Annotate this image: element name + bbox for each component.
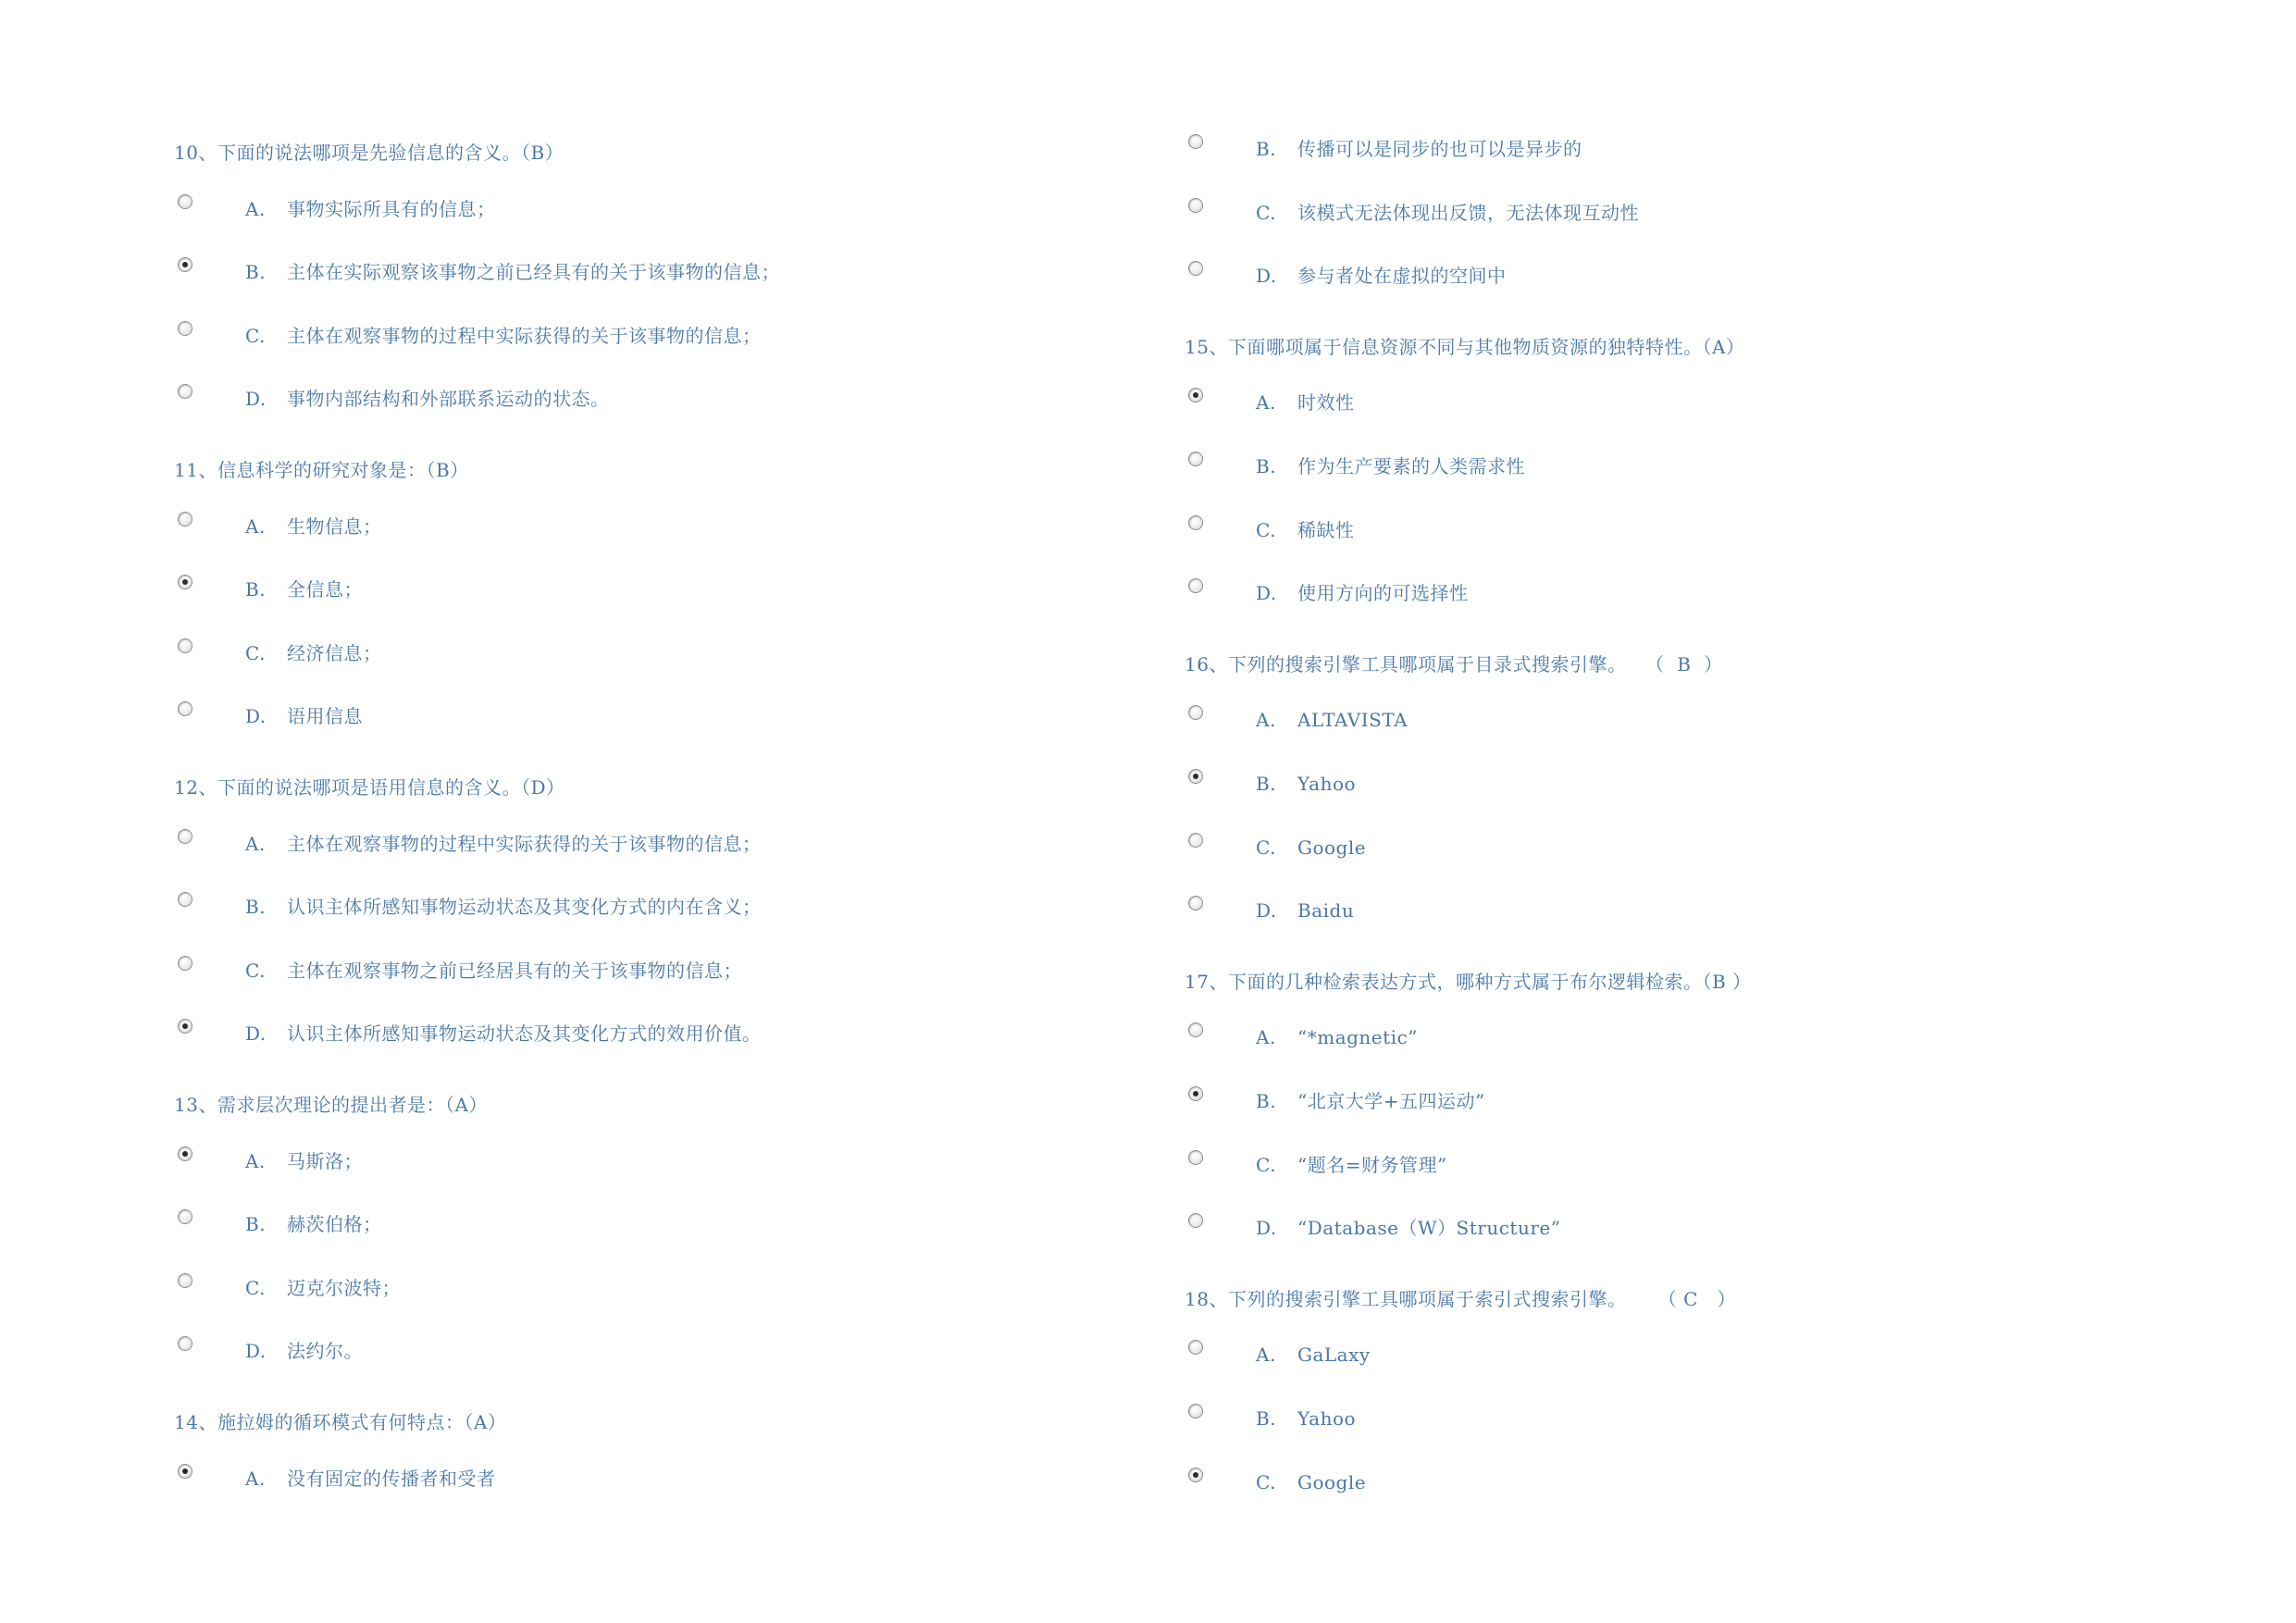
option-text: 传播可以是同步的也可以是异步的 bbox=[1297, 138, 1582, 160]
option-text: Yahoo bbox=[1297, 1407, 1357, 1430]
radio-unchecked-icon[interactable] bbox=[178, 512, 192, 527]
option-letter: B. bbox=[1256, 138, 1277, 160]
option-letter: D. bbox=[245, 1022, 267, 1046]
option-label bbox=[245, 1150, 363, 1172]
option-text: 主体在观察事物的过程中实际获得的关于该事物的信息； bbox=[287, 832, 762, 855]
radio-unchecked-icon[interactable] bbox=[1188, 452, 1203, 466]
answer-option[interactable] bbox=[1185, 1404, 2110, 1431]
option-label bbox=[245, 1022, 762, 1045]
radio-checked-icon[interactable] bbox=[178, 1146, 192, 1161]
answer-option[interactable] bbox=[1185, 452, 2110, 479]
option-letter: D. bbox=[245, 388, 267, 411]
option-label bbox=[245, 325, 762, 347]
option-text: 使用方向的可选择性 bbox=[1297, 582, 1469, 605]
option-text: 没有固定的传播者和受者 bbox=[287, 1467, 496, 1490]
answer-option[interactable] bbox=[1185, 1340, 2110, 1368]
option-letter: D. bbox=[245, 705, 267, 728]
question-text: 12、下面的说法哪项是语用信息的含义。（D） bbox=[174, 776, 565, 799]
option-label bbox=[1256, 773, 1356, 795]
option-letter: C. bbox=[245, 324, 266, 347]
option-label bbox=[1256, 1407, 1356, 1430]
option-label bbox=[1256, 265, 1507, 287]
option-label bbox=[1256, 202, 1639, 224]
option-text: 法约尔。 bbox=[287, 1340, 363, 1363]
radio-unchecked-icon[interactable] bbox=[1188, 578, 1203, 593]
option-letter: A. bbox=[1256, 1344, 1276, 1367]
question-text: 14、施拉姆的循环模式有何特点：（A） bbox=[174, 1411, 507, 1433]
radio-unchecked-icon[interactable] bbox=[1188, 261, 1203, 276]
option-label bbox=[1256, 391, 1355, 414]
option-label bbox=[245, 388, 610, 410]
option-text: Google bbox=[1297, 1470, 1367, 1493]
answer-option[interactable] bbox=[1185, 515, 2110, 543]
answer-option[interactable] bbox=[1185, 1086, 2110, 1114]
option-text: “北京大学+五四运动” bbox=[1297, 1090, 1485, 1112]
option-letter: D. bbox=[1256, 582, 1277, 605]
radio-unchecked-icon[interactable] bbox=[178, 956, 192, 971]
question-text: 11、信息科学的研究对象是：（B） bbox=[174, 459, 469, 481]
option-letter: B. bbox=[1256, 773, 1277, 795]
radio-unchecked-icon[interactable] bbox=[178, 384, 192, 399]
option-letter: D. bbox=[245, 1340, 267, 1363]
radio-unchecked-icon[interactable] bbox=[178, 829, 192, 844]
answer-option[interactable] bbox=[1185, 198, 2110, 226]
option-text: 全信息； bbox=[287, 578, 363, 601]
option-text: 语用信息 bbox=[287, 705, 363, 728]
answer-option[interactable] bbox=[1185, 896, 2110, 923]
option-text: Google bbox=[1297, 836, 1367, 859]
option-label bbox=[1256, 1471, 1366, 1493]
answer-option[interactable] bbox=[1185, 705, 2110, 733]
option-text: 时效性 bbox=[1297, 391, 1355, 415]
radio-checked-icon[interactable] bbox=[178, 1019, 192, 1034]
radio-checked-icon[interactable] bbox=[178, 575, 192, 589]
option-label bbox=[245, 896, 762, 918]
option-label bbox=[245, 261, 780, 283]
answer-option[interactable] bbox=[174, 384, 1099, 412]
radio-unchecked-icon[interactable] bbox=[1188, 833, 1203, 848]
answer-option[interactable] bbox=[174, 1019, 1099, 1047]
option-label bbox=[1256, 1090, 1485, 1112]
answer-option[interactable] bbox=[1185, 134, 2110, 162]
radio-unchecked-icon[interactable] bbox=[1188, 1150, 1203, 1165]
option-letter: C. bbox=[245, 959, 266, 982]
radio-unchecked-icon[interactable] bbox=[178, 701, 192, 716]
radio-unchecked-icon[interactable] bbox=[1188, 1213, 1203, 1228]
option-label bbox=[245, 1213, 382, 1235]
option-letter: C. bbox=[1256, 201, 1276, 224]
option-label bbox=[1256, 709, 1408, 731]
option-letter: A. bbox=[245, 1149, 266, 1172]
option-label bbox=[1256, 1154, 1447, 1176]
option-letter: C. bbox=[1256, 1153, 1276, 1176]
answer-option[interactable] bbox=[174, 638, 1099, 666]
radio-unchecked-icon[interactable] bbox=[1188, 515, 1203, 530]
option-text: 该模式无法体现出反馈，无法体现互动性 bbox=[1297, 201, 1639, 224]
question-text: 16、下列的搜索引擎工具哪项属于目录式搜索引擎。 （ B ） bbox=[1185, 652, 1723, 675]
option-label bbox=[245, 705, 363, 727]
option-text: “题名=财务管理” bbox=[1297, 1153, 1447, 1176]
radio-unchecked-icon[interactable] bbox=[178, 194, 192, 209]
option-label bbox=[245, 578, 363, 601]
option-label bbox=[1256, 1217, 1560, 1239]
option-label bbox=[245, 833, 762, 855]
option-text: GaLaxy bbox=[1297, 1344, 1371, 1367]
option-label bbox=[1256, 138, 1582, 160]
answer-option[interactable] bbox=[174, 257, 1099, 285]
option-letter: B. bbox=[245, 578, 267, 601]
answer-option[interactable] bbox=[174, 1146, 1099, 1174]
answer-option[interactable] bbox=[1185, 1150, 2110, 1178]
answer-option[interactable] bbox=[174, 575, 1099, 602]
option-text: 马斯洛； bbox=[287, 1149, 363, 1172]
answer-option[interactable] bbox=[174, 829, 1099, 857]
answer-option[interactable] bbox=[174, 1336, 1099, 1364]
option-label bbox=[245, 515, 382, 538]
radio-unchecked-icon[interactable] bbox=[1188, 1404, 1203, 1419]
option-text: 经济信息； bbox=[287, 641, 382, 664]
answer-option[interactable] bbox=[1185, 833, 2110, 861]
option-letter: A. bbox=[1256, 391, 1276, 415]
option-letter: B. bbox=[1256, 1090, 1277, 1112]
answer-option[interactable] bbox=[174, 321, 1099, 349]
option-letter: A. bbox=[1256, 709, 1276, 732]
option-letter: A. bbox=[245, 514, 266, 538]
option-text: 事物内部结构和外部联系运动的状态。 bbox=[287, 388, 610, 411]
radio-checked-icon[interactable] bbox=[1188, 388, 1203, 403]
radio-checked-icon[interactable] bbox=[1188, 769, 1203, 784]
option-letter: A. bbox=[245, 197, 266, 220]
option-label bbox=[245, 1468, 496, 1490]
option-label bbox=[1256, 582, 1469, 604]
option-text: 认识主体所感知事物运动状态及其变化方式的效用价值。 bbox=[287, 1022, 762, 1046]
option-label bbox=[245, 1277, 401, 1299]
option-text: “*magnetic” bbox=[1297, 1026, 1418, 1049]
option-letter: B. bbox=[1256, 1407, 1277, 1430]
option-letter: C. bbox=[1256, 836, 1276, 859]
option-letter: B. bbox=[245, 896, 267, 919]
radio-unchecked-icon[interactable] bbox=[1188, 1022, 1203, 1037]
radio-unchecked-icon[interactable] bbox=[1188, 1340, 1203, 1355]
radio-unchecked-icon[interactable] bbox=[178, 321, 192, 336]
answer-option[interactable] bbox=[174, 701, 1099, 729]
option-letter: D. bbox=[1256, 1217, 1277, 1240]
option-label bbox=[245, 1340, 363, 1362]
answer-option[interactable] bbox=[174, 1273, 1099, 1301]
option-text: 作为生产要素的人类需求性 bbox=[1297, 455, 1525, 477]
option-text: 稀缺性 bbox=[1297, 518, 1355, 541]
radio-unchecked-icon[interactable] bbox=[1188, 134, 1203, 149]
question-text: 13、需求层次理论的提出者是：（A） bbox=[174, 1094, 488, 1116]
option-letter: C. bbox=[245, 641, 266, 664]
option-label bbox=[245, 198, 496, 220]
option-text: ALTAVISTA bbox=[1297, 709, 1409, 732]
option-letter: D. bbox=[1256, 265, 1277, 288]
answer-option[interactable] bbox=[174, 1209, 1099, 1237]
option-text: 主体在观察事物的过程中实际获得的关于该事物的信息； bbox=[287, 324, 762, 347]
answer-option[interactable] bbox=[1185, 388, 2110, 415]
radio-checked-icon[interactable] bbox=[1188, 1468, 1203, 1482]
option-label bbox=[1256, 836, 1366, 859]
radio-checked-icon[interactable] bbox=[178, 1464, 192, 1479]
option-text: 赫茨伯格； bbox=[287, 1213, 382, 1236]
option-letter: A. bbox=[1256, 1026, 1276, 1049]
answer-option[interactable] bbox=[174, 892, 1099, 920]
radio-unchecked-icon[interactable] bbox=[1188, 198, 1203, 213]
question-text: 18、下列的搜索引擎工具哪项属于索引式搜索引擎。 （ C ） bbox=[1185, 1287, 1736, 1310]
radio-checked-icon[interactable] bbox=[178, 257, 192, 272]
option-letter: C. bbox=[1256, 518, 1276, 541]
option-letter: B. bbox=[1256, 455, 1277, 477]
option-text: 迈克尔波特； bbox=[287, 1276, 401, 1299]
option-letter: C. bbox=[1256, 1470, 1276, 1493]
radio-checked-icon[interactable] bbox=[1188, 1086, 1203, 1101]
answer-option[interactable] bbox=[174, 1464, 1099, 1492]
radio-unchecked-icon[interactable] bbox=[178, 638, 192, 653]
answer-option[interactable] bbox=[1185, 261, 2110, 289]
option-text: 参与者处在虚拟的空间中 bbox=[1297, 265, 1507, 288]
option-text: Baidu bbox=[1297, 899, 1355, 923]
option-label bbox=[1256, 899, 1354, 922]
option-text: Yahoo bbox=[1297, 773, 1357, 795]
radio-unchecked-icon[interactable] bbox=[1188, 896, 1203, 911]
radio-unchecked-icon[interactable] bbox=[178, 1209, 192, 1224]
answer-option[interactable] bbox=[1185, 769, 2110, 797]
option-text: 主体在观察事物之前已经居具有的关于该事物的信息； bbox=[287, 959, 742, 982]
option-letter: A. bbox=[245, 832, 266, 855]
option-letter: B. bbox=[245, 1213, 267, 1236]
answer-option[interactable] bbox=[1185, 578, 2110, 606]
option-text: 生物信息； bbox=[287, 514, 382, 538]
answer-option[interactable] bbox=[174, 512, 1099, 539]
option-letter: A. bbox=[245, 1467, 266, 1490]
option-label bbox=[245, 960, 742, 982]
option-text: “Database（W）Structure” bbox=[1297, 1217, 1561, 1240]
radio-unchecked-icon[interactable] bbox=[178, 892, 192, 907]
option-letter: C. bbox=[245, 1276, 266, 1299]
radio-unchecked-icon[interactable] bbox=[1188, 705, 1203, 720]
option-label bbox=[1256, 519, 1355, 541]
option-label bbox=[1256, 1026, 1418, 1048]
option-label bbox=[1256, 1344, 1371, 1366]
option-text: 主体在实际观察该事物之前已经具有的关于该事物的信息； bbox=[287, 261, 780, 284]
answer-option[interactable] bbox=[1185, 1022, 2110, 1050]
option-text: 认识主体所感知事物运动状态及其变化方式的内在含义； bbox=[287, 896, 762, 919]
answer-option[interactable] bbox=[174, 194, 1099, 222]
answer-option[interactable] bbox=[1185, 1213, 2110, 1241]
option-letter: D. bbox=[1256, 899, 1277, 923]
option-label bbox=[245, 642, 382, 664]
answer-option[interactable] bbox=[174, 956, 1099, 984]
question-text: 17、下面的几种检索表达方式，哪种方式属于布尔逻辑检索。（B ） bbox=[1185, 970, 1752, 993]
question-text: 15、下面哪项属于信息资源不同与其他物质资源的独特特性。（A） bbox=[1185, 335, 1745, 358]
radio-unchecked-icon[interactable] bbox=[178, 1336, 192, 1351]
radio-unchecked-icon[interactable] bbox=[178, 1273, 192, 1288]
option-text: 事物实际所具有的信息； bbox=[287, 197, 496, 220]
question-text: 10、下面的说法哪项是先验信息的含义。（B） bbox=[174, 142, 565, 164]
answer-option[interactable] bbox=[1185, 1468, 2110, 1495]
option-letter: B. bbox=[245, 261, 267, 284]
option-label bbox=[1256, 455, 1525, 477]
